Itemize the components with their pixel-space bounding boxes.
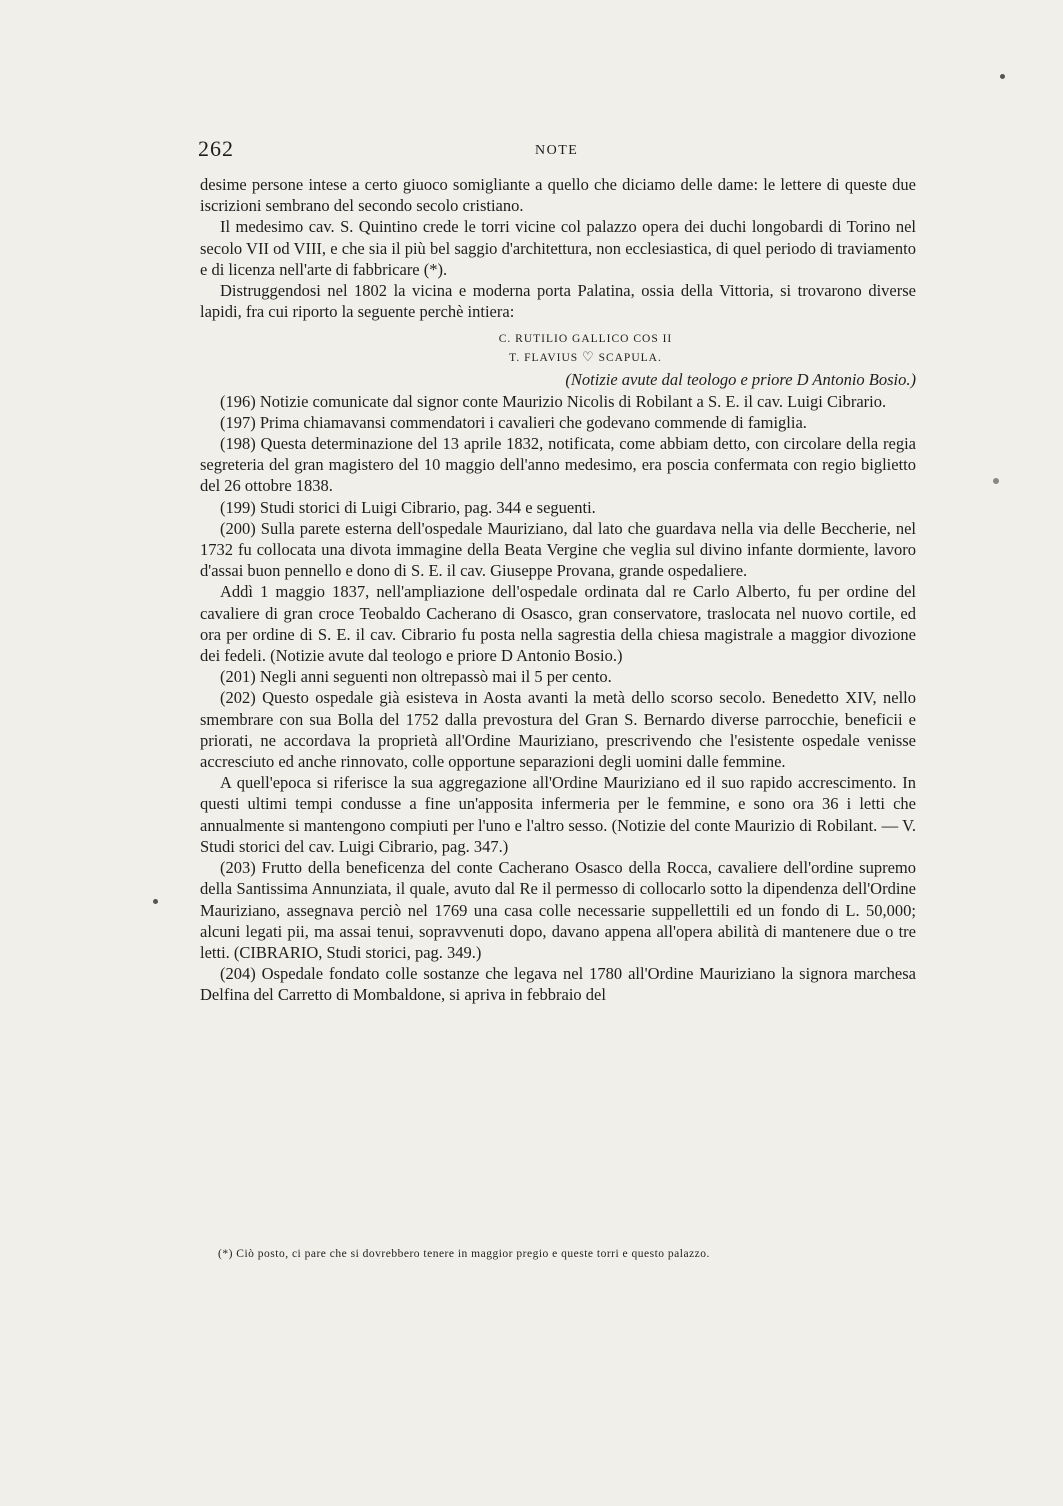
page-number: 262 <box>198 136 234 161</box>
speck-mark <box>993 478 999 484</box>
speck-mark <box>153 899 158 904</box>
inscription-line-1: C. RUTILIO GALLICO COS II <box>498 333 673 346</box>
note-202-continued: A quell'epoca si riferisce la sua aggregazione all'Ordine Mauriziano ed il suo rapido accrescimento. In questi ultimi tempi condusse a fine un'apposita infermeria per le femmine, e sono ora 36 i letti che annualmente si mantengono compiuti per l'uno e l'altro sesso. (Notizie del conte Maurizio di Robilant. — V. Studi storici del cav. Luigi Cibrario, pag. 347.) <box>200 773 916 856</box>
inscription-line-2-b: SCAPULA. <box>598 352 662 365</box>
note-199: (199) Studi storici di Luigi Cibrario, pag. 344 e seguenti. <box>220 497 596 517</box>
heart-icon: ♡ <box>582 349 595 365</box>
note-196: (196) Notizie comunicate dal signor conte Maurizio Nicolis di Robilant a S. E. il cav. Luigi Cibrario. <box>220 391 887 411</box>
paragraph: Distruggendosi nel 1802 la vicina e moderna porta Palatina, ossia della Vittoria, si trovarono diverse lapidi, fra cui riporto la seguente perchè intiera: <box>200 281 916 322</box>
main-text <box>200 174 916 1006</box>
paragraph: desime persone intese a certo giuoco somigliante a quello che diciamo delle dame: le lettere di queste due iscrizioni sembrano del secondo secolo cristiano. <box>200 175 916 216</box>
inscription-line-2-a: T. FLAVIUS <box>509 352 579 365</box>
inscription-line-2 <box>255 348 916 367</box>
note-201: (201) Negli anni seguenti non oltrepassò mai il 5 per cento. <box>220 667 612 687</box>
speck-mark <box>1000 74 1005 79</box>
note-198: (198) Questa determinazione del 13 aprile 1832, notificata, come abbiam detto, con circolare della regia segreteria del gran magistero del 10 maggio dell'anno medesimo, era poscia confermata con regio biglietto del 26 ottobre 1838. <box>200 434 916 496</box>
note-203: (203) Frutto della beneficenza del conte Cacherano Osasco della Rocca, cavaliere dell'ordine supremo della Santissima Annunziata, il quale, avuto dal Re il permesso di collocarlo sotto la dipendenza dell'Ordine Mauriziano, assegnava perciò nel 1769 una casa colle necessarie suppellettili ed un fondo di L. 50,000; alcuni legati pii, ma assai tenui, sopravvenuti dopo, davano appena all'opera abilità di mantenere due o tre letti. (CIBRARIO, Studi storici, pag. 349.) <box>200 858 916 962</box>
note-204: (204) Ospedale fondato colle sostanze che legava nel 1780 all'Ordine Mauriziano la signora marchesa Delfina del Carretto di Mombaldone, si apriva in febbraio del <box>200 964 916 1005</box>
footnote-area <box>200 1233 916 1274</box>
paragraph: Il medesimo cav. S. Quintino crede le torri vicine col palazzo opera dei duchi longobardi di Torino nel secolo VII od VIII, e che sia il più bel saggio d'architettura, non ecclesiastica, di quel periodo di traviamento e di licenza nell'arte di fabbricare (*). <box>200 217 916 279</box>
page-header <box>198 136 918 166</box>
footnote: (*) Ciò posto, ci pare che si dovrebbero tenere in maggior pregio e queste torri e questo palazzo. <box>218 1247 710 1260</box>
note-200: (200) Sulla parete esterna dell'ospedale Mauriziano, dal lato che guardava nella via delle Beccherie, nel 1732 fu collocata una divota immagine della Beata Vergine che veglia sul divino infante dormiente, lavoro d'assai buon pennello e dono di S. E. il cav. Giuseppe Provana, grande ospedaliere. <box>200 518 916 581</box>
note-202: (202) Questo ospedale già esisteva in Aosta avanti la metà dello scorso secolo. Benedetto XIV, nello smembrare con sua Bolla del 1752 dalla prevostura del Gran S. Bernardo diverse parrocchie, beneficii e priorati, ne accordava la proprietà all'Ordine Mauriziano, prescrivendo che l'esistente ospedale venisse accresciuto ed anche rinnovato, colle opportune separazioni degli uomini dalle femmine. <box>200 688 916 772</box>
note-197: (197) Prima chiamavansi commendatori i cavalieri che godevano commende di famiglia. <box>220 412 807 432</box>
note-200-continued: Addì 1 maggio 1837, nell'ampliazione dell'ospedale ordinata dal re Carlo Alberto, fu per ordine del cavaliere di gran croce Teobaldo Cacherano di Osasco, gran conservatore, traslocata nel nuovo cortile, ed ora per ordine di S. E. il cav. Cibrario fu posta nella sagrestia della chiesa magistrale a maggior divozione dei fedeli. (Notizie avute dal teologo e priore D Antonio Bosio.) <box>200 582 916 666</box>
running-head: NOTE <box>535 143 579 158</box>
inscription <box>255 330 916 367</box>
attribution: (Notizie avute dal teologo e priore D Antonio Bosio.) <box>565 370 916 390</box>
